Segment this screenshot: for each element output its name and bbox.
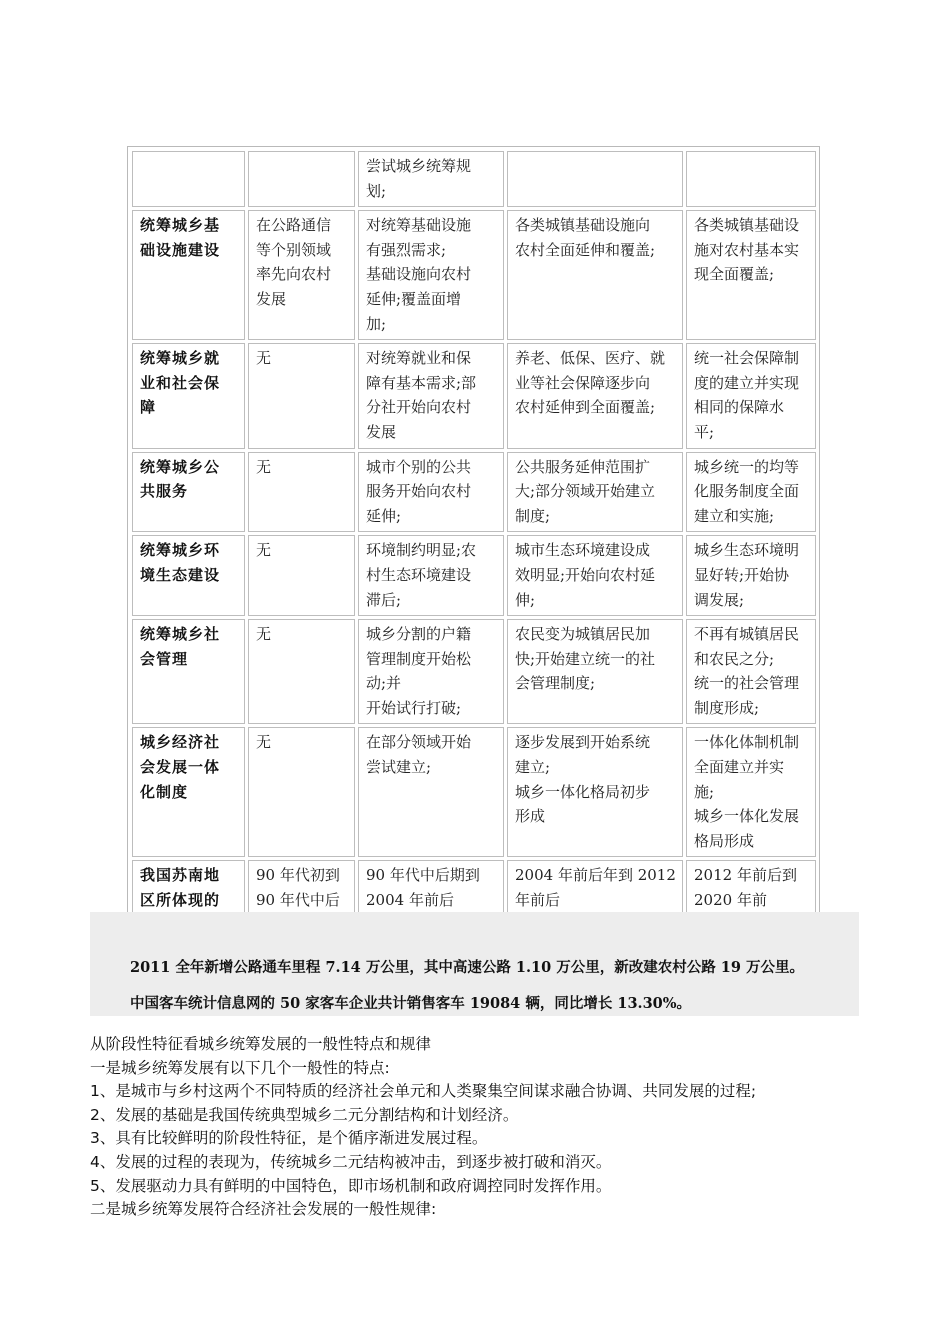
cell-text-line: 化服务制度全面 [694, 482, 800, 501]
cell-text-line: 形成 [515, 807, 546, 826]
cell-text-line: 制度; [515, 506, 551, 525]
cell-text-line: 对统筹基础设施 [366, 216, 472, 235]
row-header-cell [132, 727, 245, 857]
table-cell [686, 727, 816, 857]
cell-text-line: 一体化体制机制 [694, 733, 800, 752]
table-cell [507, 151, 683, 207]
cell-text-line: 城市生态环境建设成 [515, 541, 651, 560]
cell-text-line: 区所体现的 [140, 891, 221, 910]
table-cell [686, 619, 816, 724]
cell-text-line: 建立和实施; [694, 506, 775, 525]
table-cell [507, 727, 683, 857]
cell-text-line: 发展 [366, 422, 397, 441]
cell-text-line: 服务开始向农村 [366, 482, 472, 501]
cell-text-line: 2020 年前 [694, 891, 767, 910]
table-cell [358, 210, 504, 340]
cell-text-line: 逐步发展到开始系统 [515, 733, 651, 752]
row-header-cell [132, 535, 245, 616]
row-header-cell [132, 210, 245, 340]
table-cell [248, 619, 355, 724]
cell-text-line: 农村延伸到全面覆盖; [515, 398, 656, 417]
cell-text-line: 各类城镇基础设 [694, 216, 800, 235]
cell-text-line: 统筹城乡基 [140, 216, 221, 235]
cell-text-line: 延伸; [366, 506, 402, 525]
table-row [132, 210, 816, 340]
paragraph-line: 一是城乡统筹发展有以下几个一般性的特点: [90, 1058, 390, 1077]
cell-text-line: 统筹城乡就 [140, 349, 221, 368]
cell-text-line: 伸; [515, 590, 536, 609]
cell-text-line: 化制度 [140, 782, 189, 801]
cell-text-line: 共服务 [140, 482, 189, 501]
cell-text-line: 无 [256, 733, 272, 752]
table-cell [358, 151, 504, 207]
row-header-cell [132, 151, 245, 207]
cell-text-line: 管理制度开始松 [366, 649, 472, 668]
cell-text-line: 相同的保障水 [694, 398, 785, 417]
cell-text-line: 在部分领域开始 [366, 733, 472, 752]
list-item: 2、发展的基础是我国传统典型城乡二元分割结构和计划经济。 [90, 1105, 519, 1124]
phase-table [129, 148, 819, 944]
cell-text-line: 平; [694, 422, 715, 441]
body-text [90, 1033, 870, 1222]
paragraph-line: 二是城乡统筹发展符合经济社会发展的一般性规律: [90, 1200, 437, 1219]
cell-text-line: 调发展; [694, 590, 745, 609]
cell-text-line: 城乡生态环境明 [694, 541, 800, 560]
cell-text-line: 2004 年前后 [366, 891, 454, 910]
table-cell [248, 452, 355, 533]
table-cell [358, 343, 504, 448]
cell-text-line: 业和社会保 [140, 373, 221, 392]
news-box [90, 912, 859, 1016]
cell-text-line: 城乡统一的均等 [694, 457, 800, 476]
table-cell [507, 619, 683, 724]
cell-text-line: 等个别领域 [256, 240, 332, 259]
cell-text-line: 尝试城乡统筹规 [366, 157, 472, 175]
cell-text-line: 在公路通信 [256, 216, 332, 235]
cell-text-line: 统筹城乡环 [140, 541, 221, 560]
cell-text-line: 养老、低保、医疗、就 [515, 349, 666, 368]
cell-text-line: 2004 年前后年到 2012 [515, 866, 676, 885]
cell-text-line: 制度形成; [694, 698, 760, 717]
cell-text-line: 农村全面延伸和覆盖; [515, 240, 656, 259]
table-cell [358, 727, 504, 857]
table-cell [507, 452, 683, 533]
cell-text-line: 大;部分领域开始建立 [515, 482, 656, 501]
table-cell [248, 535, 355, 616]
cell-text-line: 统筹城乡社 [140, 625, 221, 644]
list-item: 1、是城市与乡村这两个不同特质的经济社会单元和人类聚集空间谋求融合协调、共同发展的过程; [90, 1082, 757, 1101]
cell-text-line: 会管理 [140, 649, 189, 668]
cell-text-line: 显好转;开始协 [694, 565, 790, 584]
cell-text-line: 发展 [256, 289, 287, 308]
cell-text-line: 对统筹就业和保 [366, 349, 472, 368]
cell-text-line: 率先向农村 [256, 265, 332, 284]
cell-text-line: 2012 年前后到 [694, 866, 797, 885]
table-cell [248, 151, 355, 207]
cell-text-line: 不再有城镇居民 [694, 625, 800, 644]
table-cell [507, 343, 683, 448]
list-item: 4、发展的过程的表现为，传统城乡二元结构被冲击，到逐步被打破和消灭。 [90, 1152, 612, 1171]
cell-text-line: 障有基本需求;部 [366, 373, 477, 392]
table-row [132, 151, 816, 207]
cell-text-line: 滞后; [366, 590, 402, 609]
cell-text-line: 延伸;覆盖面增 [366, 289, 462, 308]
cell-text-line: 无 [256, 541, 272, 560]
cell-text-line: 会管理制度; [515, 674, 596, 693]
cell-text-line: 年前后 [515, 891, 561, 910]
table-cell [686, 535, 816, 616]
cell-text-line: 现全面覆盖; [694, 265, 775, 284]
news-line: 中国客车统计信息网的 50 家客车企业共计销售客车 19084 辆，同比增长 13.30%。 [130, 995, 692, 1012]
table-cell [507, 535, 683, 616]
table-row [132, 535, 816, 616]
cell-text-line: 加; [366, 314, 387, 333]
row-header-cell [132, 343, 245, 448]
cell-text-line: 城乡分割的户籍 [366, 625, 472, 644]
table-cell [248, 343, 355, 448]
cell-text-line: 和农民之分; [694, 649, 775, 668]
table-cell [358, 535, 504, 616]
cell-text-line: 施对农村基本实 [694, 240, 800, 259]
cell-text-line: 尝试建立; [366, 758, 432, 777]
cell-text-line: 无 [256, 349, 272, 368]
cell-text-line: 开始试行打破; [366, 698, 462, 717]
cell-text-line: 效明显;开始向农村延 [515, 565, 656, 584]
table-row [132, 619, 816, 724]
cell-text-line: 统筹城乡公 [140, 457, 221, 476]
phase-table-frame [127, 146, 820, 946]
cell-text-line: 快;开始建立统一的社 [515, 649, 656, 668]
cell-text-line: 统一社会保障制 [694, 349, 800, 368]
cell-text-line: 础设施建设 [140, 240, 221, 259]
cell-text-line: 农民变为城镇居民加 [515, 625, 651, 644]
table-row [132, 452, 816, 533]
cell-text-line: 会发展一体 [140, 758, 221, 777]
news-line: 2011 全年新增公路通车里程 7.14 万公里，其中高速公路 1.10 万公里，新改建农村公路 19 万公里。 [130, 959, 804, 976]
list-item: 3、具有比较鲜明的阶段性特征，是个循序渐进发展过程。 [90, 1129, 488, 1148]
cell-text-line: 环境制约明显;农 [366, 541, 477, 560]
cell-text-line: 建立; [515, 758, 551, 777]
cell-text-line: 90 年代中后 [256, 891, 340, 910]
table-row [132, 343, 816, 448]
table-cell [686, 343, 816, 448]
cell-text-line: 境生态建设 [140, 565, 221, 584]
cell-text-line: 全面建立并实 [694, 758, 785, 777]
list-item: 5、发展驱动力具有鲜明的中国特色，即市场机制和政府调控同时发挥作用。 [90, 1176, 612, 1195]
cell-text-line: 城市个别的公共 [366, 457, 472, 476]
cell-text-line: 格局形成 [694, 831, 755, 850]
row-header-cell [132, 619, 245, 724]
cell-text-line: 城乡经济社 [140, 733, 221, 752]
section-heading: 从阶段性特征看城乡统筹发展的一般性特点和规律 [90, 1035, 432, 1053]
table-row [132, 727, 816, 857]
table-cell [358, 452, 504, 533]
cell-text-line: 90 年代中后期到 [366, 866, 480, 885]
cell-text-line: 城乡一体化发展 [694, 807, 800, 826]
table-cell [248, 727, 355, 857]
cell-text-line: 村生态环境建设 [366, 565, 472, 584]
cell-text-line: 划; [366, 181, 387, 200]
cell-text-line: 障 [140, 398, 157, 417]
cell-text-line: 城乡一体化格局初步 [515, 782, 651, 801]
phase-table-body [132, 151, 816, 941]
cell-text-line: 各类城镇基础设施向 [515, 216, 651, 235]
table-cell [248, 210, 355, 340]
cell-text-line: 无 [256, 457, 272, 476]
row-header-cell [132, 452, 245, 533]
cell-text-line: 度的建立并实现 [694, 373, 800, 392]
table-cell [686, 151, 816, 207]
cell-text-line: 90 年代初到 [256, 866, 340, 885]
cell-text-line: 分社开始向农村 [366, 398, 472, 417]
cell-text-line: 我国苏南地 [140, 866, 221, 885]
cell-text-line: 有强烈需求; [366, 240, 447, 259]
table-cell [686, 452, 816, 533]
cell-text-line: 公共服务延伸范围扩 [515, 457, 651, 476]
cell-text-line: 无 [256, 625, 272, 644]
cell-text-line: 基础设施向农村 [366, 265, 472, 284]
table-cell [507, 210, 683, 340]
cell-text-line: 统一的社会管理 [694, 674, 800, 693]
table-cell [358, 619, 504, 724]
cell-text-line: 业等社会保障逐步向 [515, 373, 651, 392]
table-cell [686, 210, 816, 340]
cell-text-line: 动;并 [366, 674, 402, 693]
cell-text-line: 施; [694, 782, 715, 801]
